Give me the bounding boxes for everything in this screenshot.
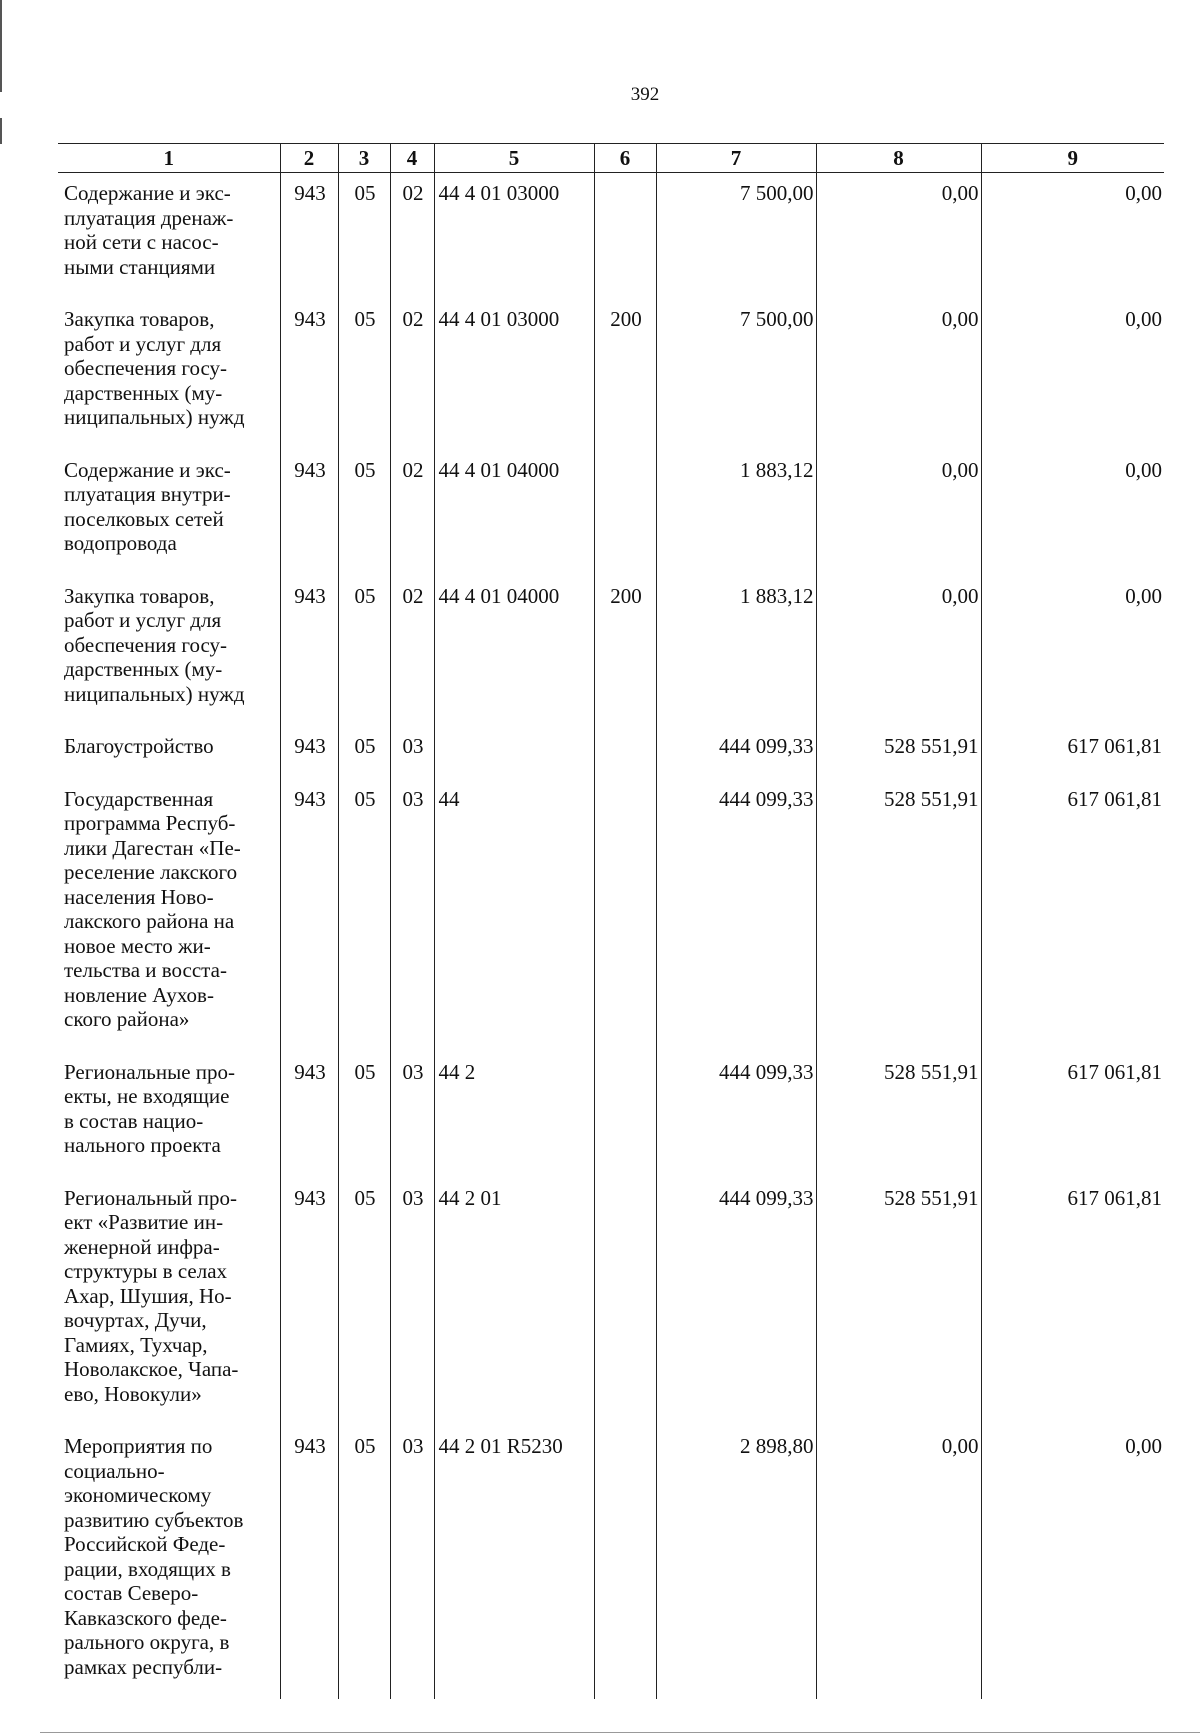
expense-type-code xyxy=(594,1052,656,1178)
scan-edge-mark xyxy=(0,118,2,144)
amount-year-2: 0,00 xyxy=(816,1426,981,1699)
ministry-code: 943 xyxy=(280,450,338,576)
item-name: Закупка товаров, работ и услуг для обеспечения госу- дарственных (му- ниципальных) нужд xyxy=(58,576,280,727)
amount-year-3: 0,00 xyxy=(981,173,1164,300)
section-code: 05 xyxy=(338,726,390,779)
column-header: 1 xyxy=(58,144,280,173)
subsection-code: 02 xyxy=(390,173,434,300)
column-header: 7 xyxy=(656,144,816,173)
table-row xyxy=(58,1178,1164,1427)
subsection-code: 03 xyxy=(390,1426,434,1699)
amount-year-1: 7 500,00 xyxy=(656,299,816,450)
column-header: 8 xyxy=(816,144,981,173)
amount-year-3: 617 061,81 xyxy=(981,1178,1164,1427)
amount-year-1: 444 099,33 xyxy=(656,1178,816,1427)
amount-year-2: 0,00 xyxy=(816,299,981,450)
ministry-code: 943 xyxy=(280,173,338,300)
amount-year-1: 2 898,80 xyxy=(656,1426,816,1699)
amount-year-2: 0,00 xyxy=(816,576,981,727)
column-header: 4 xyxy=(390,144,434,173)
amount-year-3: 0,00 xyxy=(981,299,1164,450)
item-name: Содержание и экс- плуатация внутри- поселковых сетей водопровода xyxy=(58,450,280,576)
target-article-code: 44 4 01 03000 xyxy=(434,173,594,300)
subsection-code: 02 xyxy=(390,299,434,450)
section-code: 05 xyxy=(338,173,390,300)
expense-type-code xyxy=(594,779,656,1052)
expense-type-code xyxy=(594,173,656,300)
table-header-row xyxy=(58,144,1164,173)
ministry-code: 943 xyxy=(280,1426,338,1699)
section-code: 05 xyxy=(338,450,390,576)
subsection-code: 02 xyxy=(390,450,434,576)
section-code: 05 xyxy=(338,779,390,1052)
amount-year-3: 0,00 xyxy=(981,576,1164,727)
amount-year-1: 7 500,00 xyxy=(656,173,816,300)
amount-year-1: 1 883,12 xyxy=(656,576,816,727)
amount-year-2: 0,00 xyxy=(816,173,981,300)
target-article-code xyxy=(434,726,594,779)
ministry-code: 943 xyxy=(280,299,338,450)
table-row xyxy=(58,1052,1164,1178)
subsection-code: 02 xyxy=(390,576,434,727)
expense-type-code xyxy=(594,450,656,576)
section-code: 05 xyxy=(338,299,390,450)
amount-year-2: 528 551,91 xyxy=(816,726,981,779)
item-name: Благоустройство xyxy=(58,726,280,779)
column-header: 3 xyxy=(338,144,390,173)
scan-bottom-edge xyxy=(40,1732,1200,1733)
expense-type-code: 200 xyxy=(594,299,656,450)
column-header: 6 xyxy=(594,144,656,173)
page-number: 392 xyxy=(630,84,660,105)
amount-year-3: 0,00 xyxy=(981,450,1164,576)
column-header: 5 xyxy=(434,144,594,173)
item-name: Содержание и экс- плуатация дренаж- ной сети с насос- ными станциями xyxy=(58,173,280,300)
budget-table xyxy=(58,143,1164,1699)
amount-year-3: 617 061,81 xyxy=(981,779,1164,1052)
item-name: Региональный про- ект «Развитие ин- женерной инфра- структуры в селах Ахар, Шушия, Но- вочуртах, Дучи, Гамиях, Тухчар, Новолакское, Чапа- ево, Новокули» xyxy=(58,1178,280,1427)
amount-year-2: 528 551,91 xyxy=(816,779,981,1052)
item-name: Региональные про- екты, не входящие в состав нацио- нального проекта xyxy=(58,1052,280,1178)
amount-year-3: 617 061,81 xyxy=(981,1052,1164,1178)
table-row xyxy=(58,173,1164,300)
column-header: 2 xyxy=(280,144,338,173)
item-name: Мероприятия по социально- экономическому развитию субъектов Российской Феде- рации, входящих в состав Северо- Кавказского феде- рального округа, в рамках республи- xyxy=(58,1426,280,1699)
item-name: Закупка товаров, работ и услуг для обеспечения госу- дарственных (му- ниципальных) нужд xyxy=(58,299,280,450)
subsection-code: 03 xyxy=(390,1052,434,1178)
item-name: Государственная программа Респуб- лики Дагестан «Пе- реселение лакского населения Ново- лакского района на новое место жи- тельства и восста- новление Аухов- ского района» xyxy=(58,779,280,1052)
amount-year-1: 444 099,33 xyxy=(656,1052,816,1178)
expense-type-code xyxy=(594,1178,656,1427)
ministry-code: 943 xyxy=(280,1052,338,1178)
table-row xyxy=(58,299,1164,450)
target-article-code: 44 4 01 04000 xyxy=(434,576,594,727)
amount-year-2: 0,00 xyxy=(816,450,981,576)
ministry-code: 943 xyxy=(280,726,338,779)
amount-year-2: 528 551,91 xyxy=(816,1052,981,1178)
subsection-code: 03 xyxy=(390,1178,434,1427)
target-article-code: 44 4 01 03000 xyxy=(434,299,594,450)
amount-year-1: 444 099,33 xyxy=(656,726,816,779)
table-row xyxy=(58,576,1164,727)
scan-edge-mark xyxy=(0,0,2,92)
section-code: 05 xyxy=(338,1426,390,1699)
expense-type-code xyxy=(594,726,656,779)
target-article-code: 44 xyxy=(434,779,594,1052)
target-article-code: 44 2 xyxy=(434,1052,594,1178)
ministry-code: 943 xyxy=(280,576,338,727)
amount-year-3: 0,00 xyxy=(981,1426,1164,1699)
expense-type-code xyxy=(594,1426,656,1699)
target-article-code: 44 2 01 R5230 xyxy=(434,1426,594,1699)
section-code: 05 xyxy=(338,1052,390,1178)
ministry-code: 943 xyxy=(280,1178,338,1427)
amount-year-3: 617 061,81 xyxy=(981,726,1164,779)
section-code: 05 xyxy=(338,1178,390,1427)
section-code: 05 xyxy=(338,576,390,727)
subsection-code: 03 xyxy=(390,726,434,779)
table-row xyxy=(58,450,1164,576)
amount-year-2: 528 551,91 xyxy=(816,1178,981,1427)
expense-type-code: 200 xyxy=(594,576,656,727)
table-body xyxy=(58,173,1164,1700)
target-article-code: 44 2 01 xyxy=(434,1178,594,1427)
table-row xyxy=(58,1426,1164,1699)
table-row xyxy=(58,779,1164,1052)
column-header: 9 xyxy=(981,144,1164,173)
subsection-code: 03 xyxy=(390,779,434,1052)
amount-year-1: 444 099,33 xyxy=(656,779,816,1052)
target-article-code: 44 4 01 04000 xyxy=(434,450,594,576)
amount-year-1: 1 883,12 xyxy=(656,450,816,576)
ministry-code: 943 xyxy=(280,779,338,1052)
table-row xyxy=(58,726,1164,779)
